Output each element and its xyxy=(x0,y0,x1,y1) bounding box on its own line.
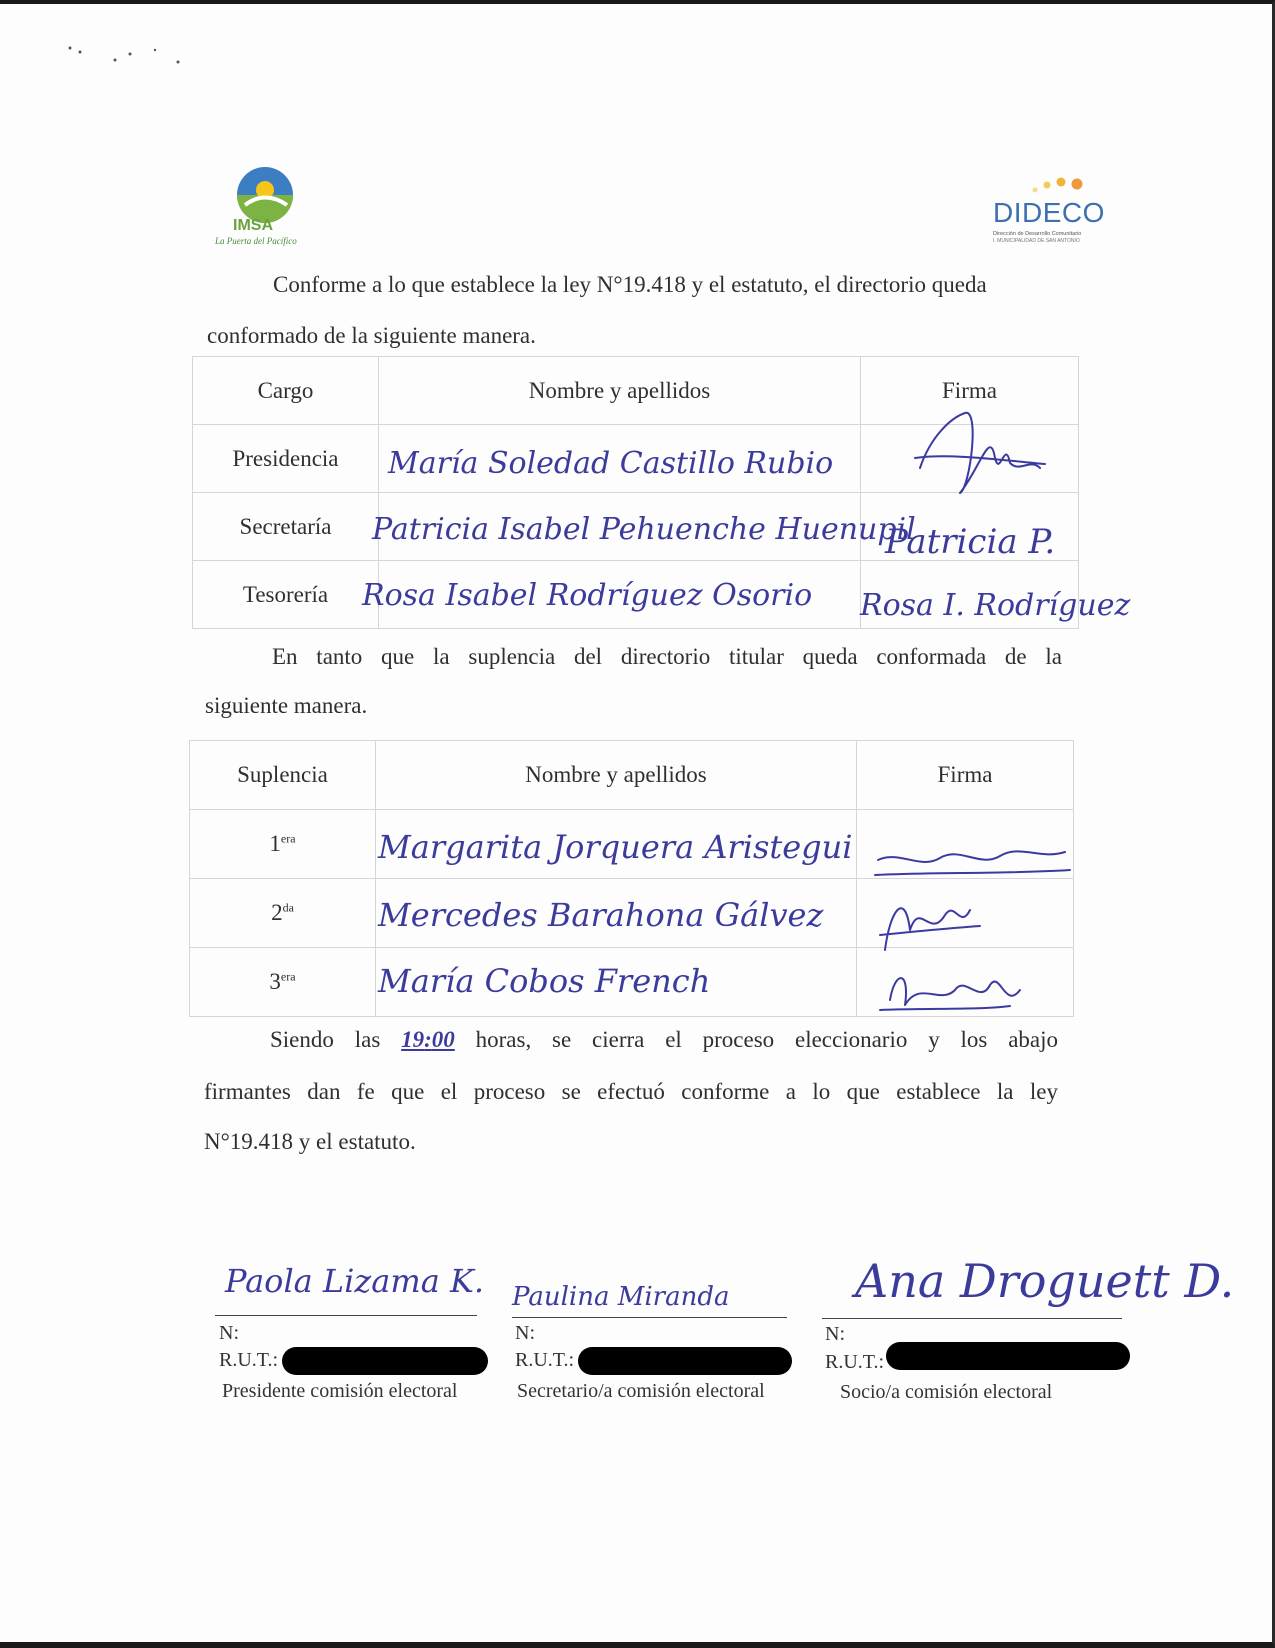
closing-siendo: Siendo las xyxy=(270,1027,381,1052)
header-nombre: Nombre y apellidos xyxy=(376,741,857,810)
cargo-cell: Secretaría xyxy=(193,493,379,561)
intro-line-2: conformado de la siguiente manera. xyxy=(207,323,536,348)
table-header-row xyxy=(190,741,1074,810)
signatory-3-rut-label: R.U.T.: xyxy=(825,1351,885,1373)
signature-tesoreria: Rosa I. Rodríguez xyxy=(860,588,1131,623)
imsa-logo xyxy=(215,160,335,260)
dideco-logo xyxy=(985,175,1115,255)
imsa-logo-text: IMSA xyxy=(233,217,273,234)
signatory-2-rut-redaction xyxy=(578,1347,792,1375)
closing-rest: horas, se cierra el proceso eleccionario y los abajo xyxy=(475,1027,1059,1052)
suplencia-number-cell xyxy=(190,948,376,1017)
header-firma: Firma xyxy=(861,357,1079,425)
cargo-cell: Tesorería xyxy=(193,561,379,629)
handwritten-name-suplente-2: Mercedes Barahona Gálvez xyxy=(378,896,824,934)
handwritten-name-secretaria: Patricia Isabel Pehuenche Huenupil xyxy=(372,512,916,547)
cargo-cell: Presidencia xyxy=(193,425,379,493)
handwritten-name-presidencia: María Soledad Castillo Rubio xyxy=(388,446,834,481)
header-firma: Firma xyxy=(857,741,1074,810)
signatory-2-role: Secretario/a comisión electoral xyxy=(517,1380,765,1402)
suplencia-number-cell xyxy=(190,810,376,879)
suplencia-number: 2 xyxy=(271,900,283,925)
signatory-1-signature: Paola Lizama K. xyxy=(225,1262,485,1300)
dideco-logo-subtagline: I. MUNICIPALIDAD DE SAN ANTONIO xyxy=(993,238,1080,244)
intro-line-1: Conforme a lo que establece la ley N°19.418 y el estatuto, el directorio queda xyxy=(273,272,987,297)
suplencia-number-cell xyxy=(190,879,376,948)
handwritten-name-suplente-3: María Cobos French xyxy=(378,962,711,1000)
dideco-logo-text: DIDECO xyxy=(993,197,1105,228)
closing-time-colon: : xyxy=(424,1027,432,1052)
header-cargo: Cargo xyxy=(193,357,379,425)
signature-suplente-1 xyxy=(875,851,1070,875)
signatory-1-rut-redaction xyxy=(282,1347,488,1375)
signatory-3-rut-redaction xyxy=(886,1342,1130,1370)
closing-line-1 xyxy=(270,1028,1058,1051)
handwritten-name-suplente-1: Margarita Jorquera Aristegui xyxy=(378,828,853,866)
signatory-2-n-label: N: xyxy=(515,1322,535,1344)
header-suplencia: Suplencia xyxy=(190,741,376,810)
closing-line-2: firmantes dan fe que el proceso se efectuó conforme a lo que establece la ley xyxy=(204,1079,1058,1104)
signatory-1-role: Presidente comisión electoral xyxy=(222,1380,458,1402)
header-nombre: Nombre y apellidos xyxy=(379,357,861,425)
signatory-3-signature: Ana Droguett D. xyxy=(855,1254,1235,1308)
signatory-2-line xyxy=(512,1317,787,1318)
signatory-1-n-label: N: xyxy=(219,1322,239,1344)
signatory-3-role: Socio/a comisión electoral xyxy=(840,1381,1053,1403)
imsa-logo-tagline: La Puerta del Pacífico xyxy=(215,236,297,246)
dideco-logo-tagline: Dirección de Desarrollo Comunitario xyxy=(993,231,1082,237)
handwritten-name-tesoreria: Rosa Isabel Rodríguez Osorio xyxy=(362,578,813,613)
suplencia-intro-line-2: siguiente manera. xyxy=(205,693,368,718)
suplencia-ordinal: era xyxy=(280,969,296,984)
signature-suplente-3 xyxy=(880,978,1020,1010)
signatory-1-line xyxy=(215,1315,477,1316)
signature-suplente-2 xyxy=(880,908,980,950)
suplencia-number: 1 xyxy=(269,831,281,856)
closing-hora: 19 xyxy=(401,1027,425,1052)
signatory-1-rut-label: R.U.T.: xyxy=(219,1349,279,1371)
scan-specks xyxy=(60,40,200,70)
suplencia-number: 3 xyxy=(269,969,281,994)
suplencia-ordinal: era xyxy=(280,831,296,846)
closing-minutos: 00 xyxy=(431,1027,455,1052)
suplencia-signatures xyxy=(870,820,1080,1020)
closing-line-3: N°19.418 y el estatuto. xyxy=(204,1129,416,1154)
signature-presidencia xyxy=(910,398,1050,508)
signatory-2-signature: Paulina Miranda xyxy=(512,1282,730,1312)
signatory-3-n-label: N: xyxy=(825,1323,845,1345)
suplencia-ordinal: da xyxy=(282,900,294,915)
suplencia-intro-line-1: En tanto que la suplencia del directorio titular queda conformada de la xyxy=(272,644,1062,669)
signature-secretaria: Patricia P. xyxy=(885,522,1056,562)
signatory-3-line xyxy=(822,1318,1122,1319)
signatory-2-rut-label: R.U.T.: xyxy=(515,1349,575,1371)
